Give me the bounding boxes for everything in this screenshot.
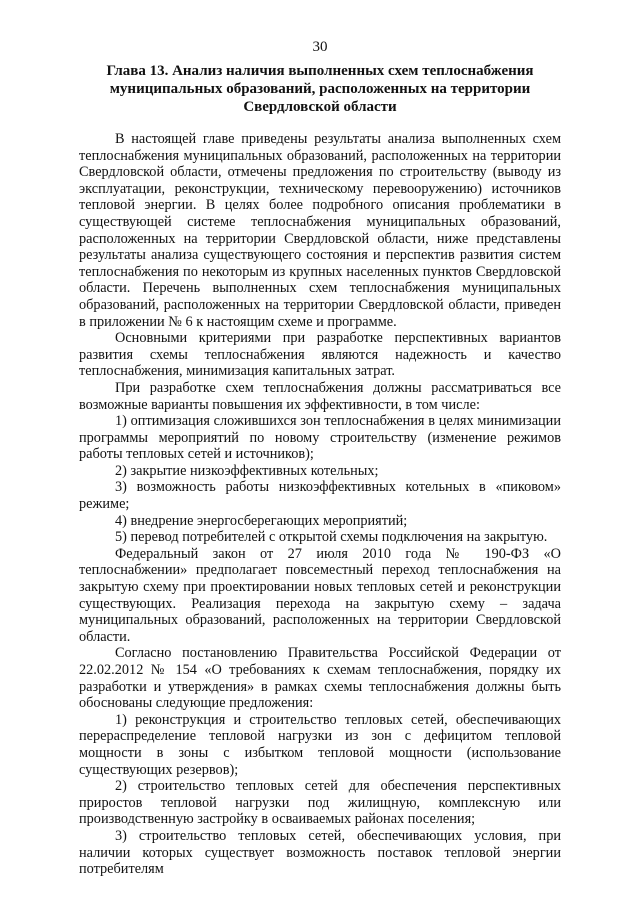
page-number: 30 (312, 39, 328, 55)
list-item-option-2: 2) закрытие низкоэффективных котельных; (115, 462, 379, 479)
paragraph-resolution: Согласно постановлению Правительства Российской Федерации от 22.02.2012 № 154 «О требованиях к схемам теплоснабжения, порядку их разработки и утверждения» в рамках схемы теплоснабжения должны быть обоснованы следующие предложения: (79, 645, 561, 712)
paragraph-criteria: Основными критериями при разработке перспективных вариантов развития схемы теплоснабжения являются надежность и качество теплоснабжения, минимизация капитальных затрат. (79, 330, 561, 380)
body-text (79, 131, 561, 878)
list-item-option-4: 4) внедрение энергосберегающих мероприятий; (115, 512, 408, 529)
list-item-proposal-2: 2) строительство тепловых сетей для обеспечения перспективных приростов тепловой нагрузки под жилищную, комплексную или производственную застройку в осваиваемых районах поселения; (79, 778, 561, 828)
paragraph-intro: В настоящей главе приведены результаты анализа выполненных схем теплоснабжения муниципальных образований, расположенных на территории Свердловской области, отмечены предложения по строительству (выводу из эксплуатации, реконструкции, техническому перевооружению) источников тепловой энергии. В целях более подробного описания проблематики в существующей системе теплоснабжения муниципальных образований, расположенных на территории Свердловской области, ниже представлены результаты анализа существующего состояния и перспектив развития систем теплоснабжения по некоторым из крупных населенных пунктов Свердловской области. Перечень выполненных схем теплоснабжения муниципальных образований, расположенных на территории Свердловской области, приведен в приложении № 6 к настоящим схеме и программе. (79, 131, 561, 330)
list-item-proposal-3: 3) строительство тепловых сетей, обеспечивающих условия, при наличии которых существует возможность поставок тепловой энергии потребителям (79, 827, 561, 878)
list-item-option-5: 5) перевод потребителей с открытой схемы подключения на закрытую. (115, 529, 548, 546)
paragraph-options-intro: При разработке схем теплоснабжения должны рассматриваться все возможные варианты повышения их эффективности, в том числе: (79, 379, 561, 413)
list-item-proposal-1: 1) реконструкция и строительство тепловых сетей, обеспечивающих перераспределение тепловой нагрузки из зон с дефицитом тепловой мощности в зоны с избытком тепловой мощности (использование существующих резервов); (79, 711, 561, 778)
paragraph-federal-law: Федеральный закон от 27 июля 2010 года № 190-ФЗ «О теплоснабжении» предполагает повсеместный переход теплоснабжения на закрытую схему при проектировании новых тепловых сетей и реконструкции существующих. Реализация перехода на закрытую схему – задача муниципальных образований, расположенных на территории Свердловской области. (79, 545, 561, 645)
list-item-option-1: 1) оптимизация сложившихся зон теплоснабжения в целях минимизации программы мероприятий по новому строительству (изменение режимов работы тепловых сетей и источников); (79, 413, 561, 463)
chapter-title: Глава 13. Анализ наличия выполненных схем теплоснабжения муниципальных образований, расположенных на территории Свердловской области (106, 63, 534, 115)
list-item-option-3: 3) возможность работы низкоэффективных котельных в «пиковом» режиме; (79, 479, 561, 513)
